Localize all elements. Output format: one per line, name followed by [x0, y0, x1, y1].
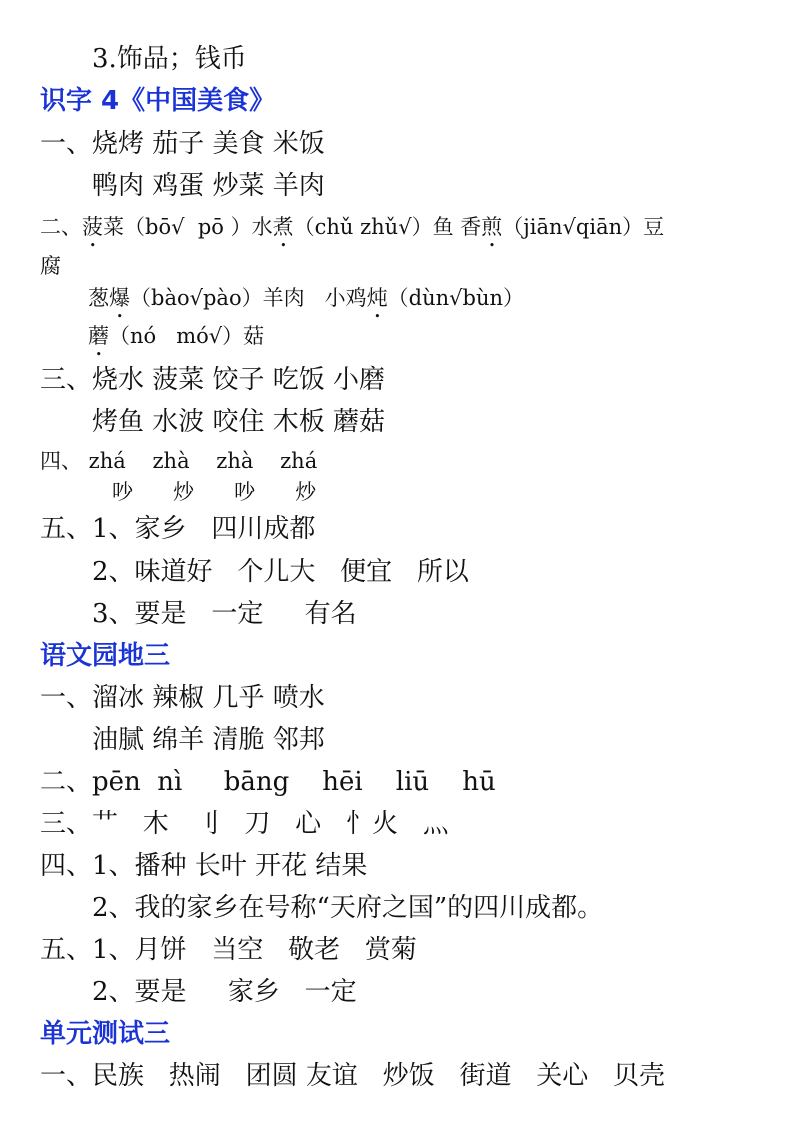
answer-text: （jiān√qiān）豆 — [502, 215, 665, 239]
marked-char: 炖 — [366, 286, 388, 310]
answer-line: 吵 炒 吵 炒 — [112, 480, 317, 504]
answer-line: 3.饰品；钱币 — [92, 44, 247, 74]
marked-char: 蘑 — [88, 324, 109, 348]
answer-line: 鸭肉 鸡蛋 炒菜 羊肉 — [92, 171, 325, 201]
answer-line — [88, 286, 524, 323]
answer-line — [40, 215, 664, 252]
marked-char: 煎 — [481, 215, 503, 239]
marked-char: 爆 — [109, 286, 130, 310]
answer-text: （dùn√bùn） — [387, 286, 524, 310]
answer-line: 烤鱼 水波 咬住 木板 蘑菇 — [92, 407, 386, 437]
marked-char: 菠 — [82, 215, 103, 239]
answer-line: 2、要是 家乡 一定 — [92, 977, 357, 1007]
section-heading: 单元测试三 — [40, 1019, 171, 1049]
question-number: 二、 — [40, 215, 82, 239]
answer-text: （bào√pào）羊肉 小鸡 — [130, 286, 367, 310]
answer-text: 葱 — [88, 286, 109, 310]
answer-line: 二、pēn nì bāng hēi liū hū — [40, 767, 496, 797]
answer-line: 2、我的家乡在号称“天府之国”的四川成都。 — [92, 893, 604, 923]
answer-text: （nó mó√）菇 — [109, 324, 265, 348]
marked-char: 煮 — [272, 215, 294, 239]
answer-line: 三、艹 木 刂 刀 心 忄火 灬 — [40, 809, 449, 839]
answer-line — [88, 324, 264, 361]
answer-line: 3、要是 一定 有名 — [92, 599, 357, 629]
answer-line: 油腻 绵羊 清脆 邻邦 — [92, 725, 325, 755]
answer-line: 2、味道好 个儿大 便宜 所以 — [92, 557, 469, 587]
answer-line: 五、1、月饼 当空 敬老 赏菊 — [40, 935, 417, 965]
section-heading: 识字 4《中国美食》 — [40, 86, 276, 116]
answer-line: 腐 — [40, 254, 61, 278]
section-heading: 语文园地三 — [40, 641, 171, 671]
answer-line: 三、烧水 菠菜 饺子 吃饭 小磨 — [40, 365, 386, 395]
answer-line: 五、1、家乡 四川成都 — [40, 514, 316, 544]
answer-text: 菜（bō√ pō ）水 — [103, 215, 273, 239]
answer-line: 四、 zhá zhà zhà zhá — [40, 449, 318, 473]
answer-line: 一、溜冰 辣椒 几乎 喷水 — [40, 683, 325, 713]
answer-line: 一、民族 热闹 团圆 友谊 炒饭 街道 关心 贝壳 — [40, 1061, 666, 1091]
answer-line: 四、1、播种 长叶 开花 结果 — [40, 851, 368, 881]
answer-text: （chǔ zhǔ√）鱼 香 — [293, 215, 482, 239]
answer-line: 一、烧烤 茄子 美食 米饭 — [40, 129, 325, 159]
